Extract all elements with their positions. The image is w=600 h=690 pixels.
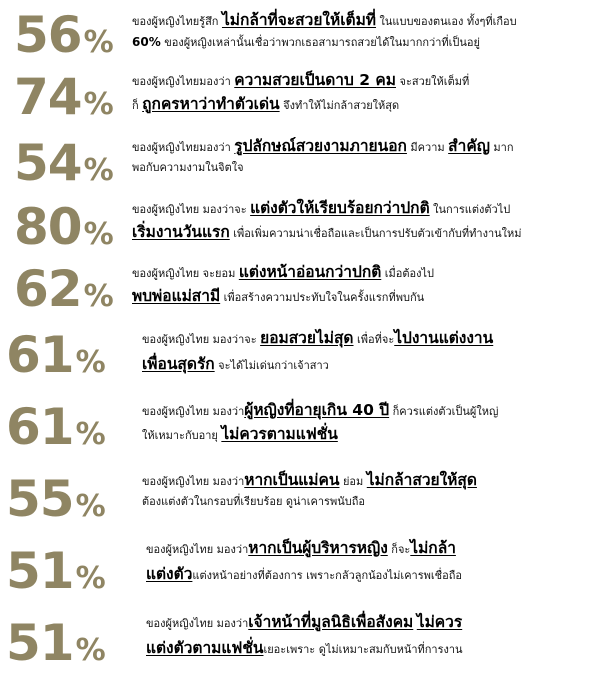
stat-description: ของผู้หญิงไทย มองว่าหากเป็นแม่คน ย่อม ไม่กล้าสวยให้สุด ต้องแต่งตัวในกรอบที่เรียบร้อย ดูน่าเคารพนับถือ	[142, 471, 477, 508]
highlight-text: เจ้าหน้าที่มูลนิธิเพื่อสังคม	[248, 613, 414, 631]
stat-percentage: 54%	[14, 134, 114, 192]
highlight-text: ผู้หญิงที่อายุเกิน 40 ปี	[244, 401, 390, 419]
stat-description: ของผู้หญิงไทยมองว่า รูปลักษณ์สวยงามภายนอก มีความ สำคัญ มาก พอกับความงามในจิตใจ	[132, 137, 514, 174]
stat-description: ของผู้หญิงไทย มองว่าผู้หญิงที่อายุเกิน 40 ปี ก็ควรแต่งตัวเป็นผู้ใหญ่ ให้เหมาะกับอายุ ไม่ควรตามแฟชั่น	[142, 401, 499, 443]
highlight-text: ยอมสวยไม่สุด	[260, 329, 354, 347]
highlight-text: ถูกครหาว่าทำตัวเด่น	[142, 94, 280, 113]
highlight-text: สำคัญ	[448, 137, 490, 155]
highlight-text: ไม่ควร	[416, 613, 463, 631]
bold-figure: 60%	[132, 34, 161, 49]
highlight-text: ไปงานแต่งงาน	[394, 329, 494, 347]
stat-percentage: 61%	[6, 326, 106, 384]
stat-description: ของผู้หญิงไทยมองว่า ความสวยเป็นดาบ 2 คม จะสวยให้เต็มที่ ก็ ถูกครหาว่าทำตัวเด่น จึงทำให้ไม่กล้าสวยให้สุด	[132, 71, 470, 113]
stat-percentage: 51%	[6, 542, 106, 600]
stat-description: ของผู้หญิงไทยรู้สึก ไม่กล้าที่จะสวยให้เต็มที่ ในแบบของตนเอง ทั้งๆที่เกือบ 60% ของผู้หญิงเหล่านั้นเชื่อว่าพวกเธอสามารถสวยได้ในมากกว่าที่เป็นอยู่	[132, 11, 517, 49]
highlight-text: หากเป็นแม่คน	[244, 471, 340, 489]
highlight-text: ความสวยเป็นดาบ 2 คม	[234, 71, 396, 89]
stat-description: ของผู้หญิงไทย มองว่าจะ แต่งตัวให้เรียบร้อยกว่าปกติ ในการแต่งตัวไป เริ่มงานวันแรก เพื่อเพิ่มความน่าเชื่อถือและเป็นการปรับตัวเข้ากับที่ทำงานใหม่	[132, 199, 522, 241]
highlight-text: รูปลักษณ์สวยงามภายนอก	[234, 137, 407, 155]
stat-percentage: 55%	[6, 470, 106, 528]
stat-percentage: 80%	[14, 198, 114, 256]
highlight-text: เริ่มงานวันแรก	[132, 222, 230, 241]
highlight-text: ไม่กล้า	[410, 539, 456, 557]
highlight-text: แต่งตัว	[146, 564, 193, 583]
highlight-text: ไม่กล้าที่จะสวยให้เต็มที่	[221, 11, 377, 29]
stat-description: ของผู้หญิงไทย มองว่าหากเป็นผู้บริหารหญิง ก็จะไม่กล้า แต่งตัวแต่งหน้าอย่างที่ต้องการ เพราะกลัวลูกน้องไม่เคารพเชื่อถือ	[146, 539, 462, 583]
highlight-text: หากเป็นผู้บริหารหญิง	[248, 539, 388, 557]
stat-percentage: 56%	[14, 6, 114, 64]
stat-description: ของผู้หญิงไทย จะยอม แต่งหน้าอ่อนกว่าปกติ เมื่อต้องไป พบพ่อแม่สามี เพื่อสร้างความประทับใจในครั้งแรกที่พบกัน	[132, 263, 435, 305]
highlight-text: ไม่กล้าสวยให้สุด	[366, 471, 477, 489]
highlight-text: แต่งหน้าอ่อนกว่าปกติ	[238, 263, 382, 281]
stat-percentage: 62%	[14, 260, 114, 318]
stat-percentage: 61%	[6, 398, 106, 456]
stat-percentage: 51%	[6, 614, 106, 672]
highlight-text: แต่งตัวตามแฟชั่น	[146, 638, 264, 657]
stat-description: ของผู้หญิงไทย มองว่าจะ ยอมสวยไม่สุด เพื่อที่จะไปงานแต่งงาน เพื่อนสุดรัก จะได้ไม่เด่นกว่าเจ้าสาว	[142, 329, 494, 373]
highlight-text: เพื่อนสุดรัก	[142, 354, 215, 373]
highlight-text: พบพ่อแม่สามี	[132, 286, 221, 305]
highlight-text: แต่งตัวให้เรียบร้อยกว่าปกติ	[250, 199, 430, 217]
stat-description: ของผู้หญิงไทย มองว่าเจ้าหน้าที่มูลนิธิเพื่อสังคม ไม่ควร แต่งตัวตามแฟชั่นเยอะเพราะ ดูไม่เหมาะสมกับหน้าที่การงาน	[146, 613, 463, 657]
highlight-text: ไม่ควรตามแฟชั่น	[221, 424, 338, 443]
stat-percentage: 74%	[14, 68, 114, 126]
